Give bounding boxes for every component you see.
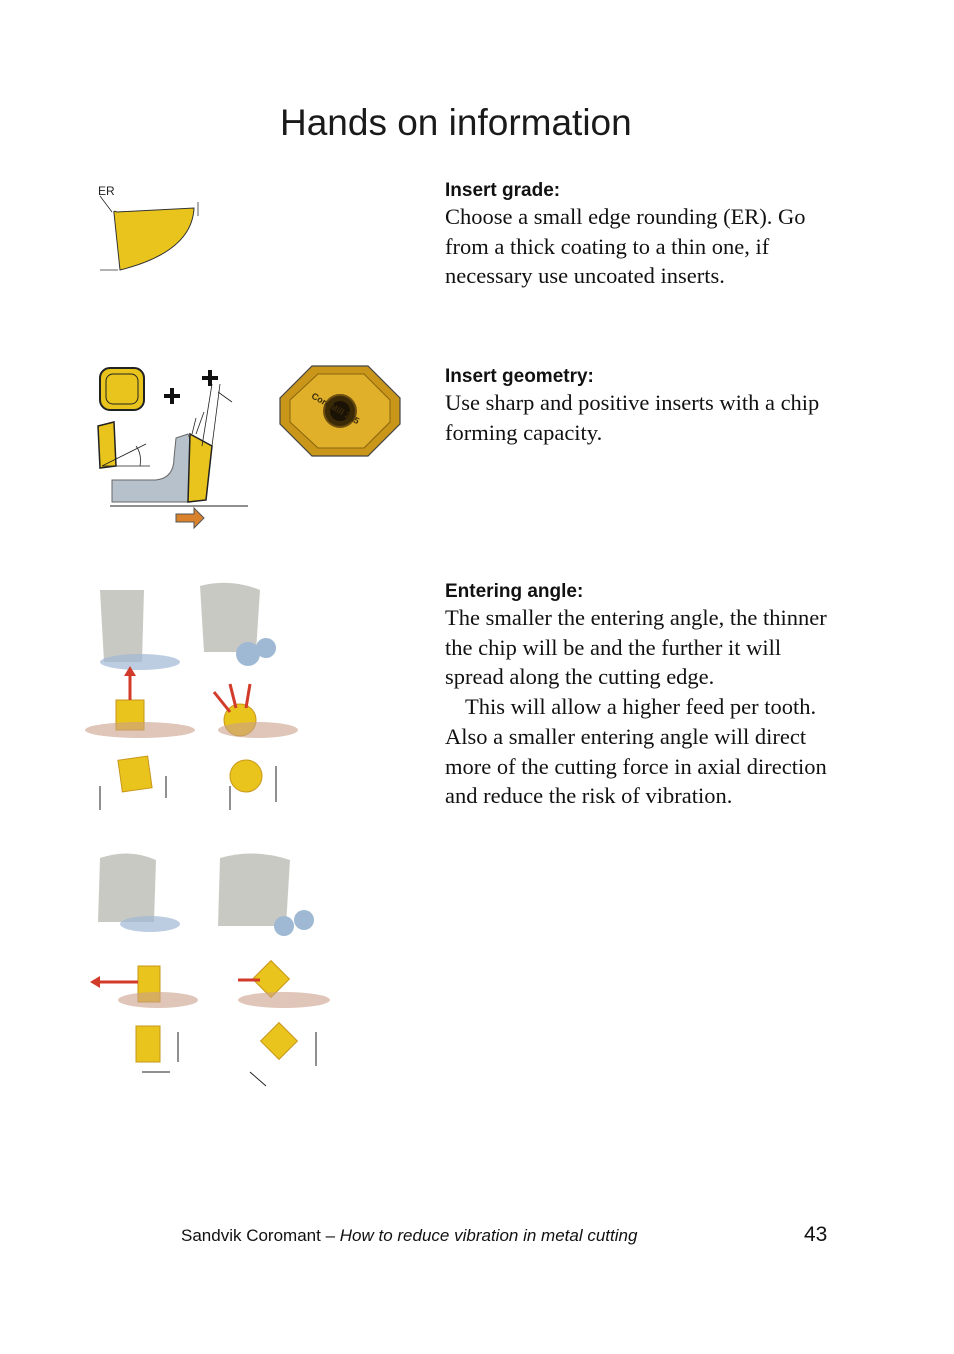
entering-angle-heading: Entering angle: bbox=[445, 581, 584, 602]
er-label: ER bbox=[98, 184, 115, 198]
coromill-insert-photo bbox=[278, 362, 402, 460]
cutter-10-degree bbox=[218, 853, 330, 1086]
footer-subtitle: How to reduce vibration in metal cutting bbox=[339, 1226, 638, 1245]
page-title: Hands on information bbox=[280, 102, 632, 143]
cutter-45-degree bbox=[90, 853, 198, 1072]
insert-grade-heading: Insert grade: bbox=[445, 180, 561, 201]
cutter-round-insert bbox=[200, 583, 298, 810]
insert-geometry-diagram bbox=[96, 362, 256, 534]
insert-geometry-text: Use sharp and positive inserts with a chip forming capacity. bbox=[445, 390, 820, 445]
insert-grade-section bbox=[445, 180, 835, 291]
entering-angle-illustration bbox=[70, 572, 340, 1102]
cutter-90-degree bbox=[85, 590, 195, 810]
footer-brand: Sandvik Coromant – bbox=[181, 1226, 336, 1245]
insert-geometry-heading: Insert geometry: bbox=[445, 366, 594, 387]
entering-angle-text-1: The smaller the entering angle, the thinner the chip will be and the further it will spread along the cutting edge. bbox=[445, 605, 827, 690]
insert-grade-text: Choose a small edge rounding (ER). Go from a thick coating to a thin one, if necessary use uncoated inserts. bbox=[445, 204, 806, 289]
entering-angle-section bbox=[445, 581, 835, 811]
edge-rounding-diagram bbox=[94, 182, 204, 274]
insert-marking: CoroMill 245 bbox=[309, 390, 362, 427]
page-number: 43 bbox=[804, 1223, 828, 1246]
insert-geometry-section bbox=[445, 366, 835, 447]
footer bbox=[181, 1226, 637, 1246]
entering-angle-text-2: This will allow a higher feed per tooth. Also a smaller entering angle will direct more of the cutting force in axial direction and reduce the risk of vibration. bbox=[445, 694, 827, 809]
